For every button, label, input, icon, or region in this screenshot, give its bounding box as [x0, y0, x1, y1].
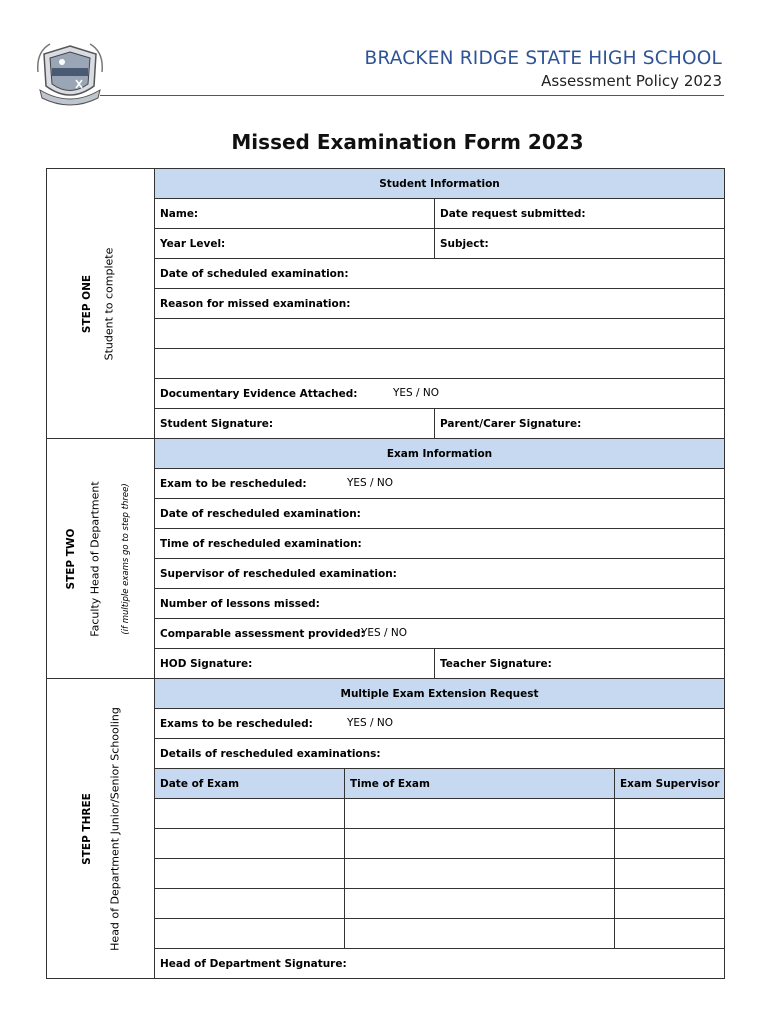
- missed-exam-form: [46, 168, 725, 979]
- school-crest-logo: [36, 42, 104, 108]
- form-title: Missed Examination Form 2023: [231, 130, 584, 154]
- hod-signature-field[interactable]: HOD Signature:: [155, 649, 435, 679]
- year-level-field[interactable]: Year Level:: [155, 229, 435, 259]
- details-field[interactable]: Details of rescheduled examinations:: [155, 739, 725, 769]
- reason-line-2[interactable]: [155, 319, 725, 349]
- step-three-label: [47, 679, 155, 979]
- rescheduled-label: Exam to be rescheduled:: [160, 477, 307, 490]
- col-exam-supervisor: Exam Supervisor: [615, 769, 725, 799]
- evidence-label: Documentary Evidence Attached:: [160, 387, 358, 400]
- teacher-signature-field[interactable]: Teacher Signature:: [435, 649, 725, 679]
- exam-supervisor-cell[interactable]: [615, 799, 725, 829]
- school-name: BRACKEN RIDGE STATE HIGH SCHOOL: [364, 48, 722, 69]
- comparable-yes-no[interactable]: YES / NO: [361, 627, 408, 639]
- step-two-who: Faculty Head of Department: [88, 480, 101, 637]
- reason-line-3[interactable]: [155, 349, 725, 379]
- exams-yes-no[interactable]: YES / NO: [347, 717, 394, 729]
- step-two-name: STEP TWO: [64, 528, 77, 589]
- exam-date-cell[interactable]: [155, 799, 345, 829]
- exams-rescheduled-label: Exams to be rescheduled:: [160, 717, 313, 730]
- exam-supervisor-cell[interactable]: [615, 889, 725, 919]
- date-submitted-field[interactable]: Date request submitted:: [435, 199, 725, 229]
- rescheduled-date-field[interactable]: Date of rescheduled examination:: [155, 499, 725, 529]
- col-time-of-exam: Time of Exam: [345, 769, 615, 799]
- exam-supervisor-cell[interactable]: [615, 829, 725, 859]
- comparable-field[interactable]: [155, 619, 725, 649]
- col-date-of-exam: Date of Exam: [155, 769, 345, 799]
- exam-date-cell[interactable]: [155, 829, 345, 859]
- exam-time-cell[interactable]: [345, 859, 615, 889]
- multiple-exam-header: Multiple Exam Extension Request: [155, 679, 725, 709]
- step-two-label: [47, 439, 155, 679]
- exam-date-cell[interactable]: [155, 889, 345, 919]
- evidence-field[interactable]: [155, 379, 725, 409]
- exam-time-cell[interactable]: [345, 889, 615, 919]
- comparable-label: Comparable assessment provided:: [160, 627, 365, 640]
- parent-signature-field[interactable]: Parent/Carer Signature:: [435, 409, 725, 439]
- step-three-who: Head of Department Junior/Senior Schooling: [108, 706, 121, 951]
- step-one-name: STEP ONE: [80, 274, 93, 333]
- exam-time-cell[interactable]: [345, 829, 615, 859]
- exam-date-cell[interactable]: [155, 919, 345, 949]
- exam-time-cell[interactable]: [345, 919, 615, 949]
- exam-supervisor-cell[interactable]: [615, 919, 725, 949]
- step-one-who: Student to complete: [102, 247, 115, 360]
- exams-rescheduled-field[interactable]: [155, 709, 725, 739]
- step-two-note: (if multiple exams go to step three): [120, 482, 131, 635]
- exam-date-cell[interactable]: [155, 859, 345, 889]
- hod-final-signature-field[interactable]: Head of Department Signature:: [155, 949, 725, 979]
- rescheduled-field[interactable]: [155, 469, 725, 499]
- step-one-label: [47, 169, 155, 439]
- reason-field[interactable]: Reason for missed examination:: [155, 289, 725, 319]
- exam-time-cell[interactable]: [345, 799, 615, 829]
- student-information-header: Student Information: [155, 169, 725, 199]
- step-three-name: STEP THREE: [80, 792, 93, 865]
- exam-information-header: Exam Information: [155, 439, 725, 469]
- student-signature-field[interactable]: Student Signature:: [155, 409, 435, 439]
- exam-supervisor-cell[interactable]: [615, 859, 725, 889]
- rescheduled-time-field[interactable]: Time of rescheduled examination:: [155, 529, 725, 559]
- evidence-yes-no[interactable]: YES / NO: [393, 387, 440, 399]
- rescheduled-yes-no[interactable]: YES / NO: [347, 477, 394, 489]
- lessons-missed-field[interactable]: Number of lessons missed:: [155, 589, 725, 619]
- policy-title: Assessment Policy 2023: [541, 72, 722, 90]
- scheduled-date-field[interactable]: Date of scheduled examination:: [155, 259, 725, 289]
- header-divider: [100, 95, 724, 96]
- name-field[interactable]: Name:: [155, 199, 435, 229]
- subject-field[interactable]: Subject:: [435, 229, 725, 259]
- supervisor-field[interactable]: Supervisor of rescheduled examination:: [155, 559, 725, 589]
